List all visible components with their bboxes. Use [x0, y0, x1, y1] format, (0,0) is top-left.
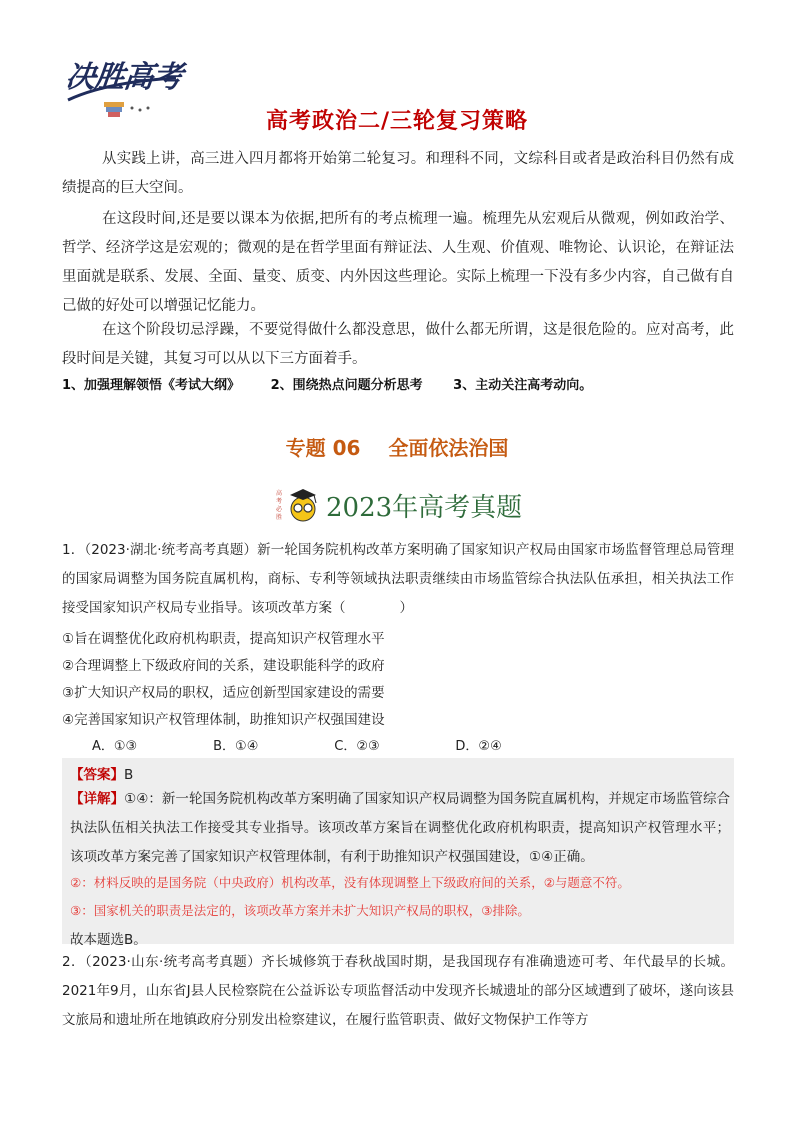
detail-text: ①④：新一轮国务院机构改革方案明确了国家知识产权局调整为国务院直属机构，并规定市场监管综合执法队伍相关执法工作接受其专业指导。该项改革方案旨在调整优化政府机构职责，提高知识产权管理水平；该项改革方案完善了国家知识产权管理体制，有利于助推知识产权强国建设，①④正确。 — [70, 791, 730, 865]
analysis-note-3: ③：国家机关的职责是法定的，该项改革方案并未扩大知识产权局的职权，③排除。 — [70, 903, 530, 918]
question-2-stem: 2．（2023·山东·统考高考真题）齐长城修筑于春秋战国时期，是我国现存有准确遗迹可考、年代最早的长城。2021年9月，山东省J县人民检察院在公益诉讼专项监督活动中发现齐长城遗址的部分区域遭到了破坏，遂向该县文旅局和遗址所在地镇政府分别发出检察建议，在履行监管职责、做好文物保护工作等方 — [62, 954, 734, 1028]
strategy-point-3: 3、主动关注高考动向。 — [453, 378, 593, 393]
choice-b: B．①④ — [213, 739, 259, 754]
strategy-points — [62, 374, 618, 393]
question-1-option-1: ①旨在调整优化政府机构职责，提高知识产权管理水平 — [62, 631, 385, 647]
analysis-note-2: ②：材料反映的是国务院（中央政府）机构改革，没有体现调整上下级政府间的关系，②与题意不符。 — [70, 875, 630, 890]
document-title: 高考政治二/三轮复习策略 — [265, 109, 529, 134]
choice-a: A．①③ — [92, 739, 138, 754]
question-1-stem: 1．（2023·湖北·统考高考真题）新一轮国务院机构改革方案明确了国家知识产权局由国家市场监督管理总局管理的国家局调整为国务院直属机构，商标、专利等领域执法职责继续由市场监管综合执法队伍承担，相关执法工作接受国家知识产权局专业指导。该项改革方案（ ） — [62, 542, 734, 616]
svg-text:考: 考 — [276, 498, 283, 505]
topic-title: 专题 06 全面依法治国 — [285, 436, 509, 460]
logo-text: 决胜高考 — [63, 60, 184, 95]
answer-value: B — [124, 767, 134, 783]
banner-text: 2023年高考真题 — [326, 493, 523, 523]
intro-paragraph-2: 在这段时间,还是要以课本为依据,把所有的考点梳理一遍。梳理先从宏观后从微观，例如政治学、哲学、经济学这是宏观的；微观的是在哲学里面有辩证法、人生观、价值观、唯物论、认识论，在辩证法里面就是联系、发展、全面、量变、质变、内外因这些理论。实际上梳理一下没有多少内容，自己做有自己做的好处可以增强记忆能力。 — [62, 211, 734, 314]
choice-c: C．②③ — [334, 739, 380, 754]
detail-tag: 【详解】 — [70, 791, 125, 807]
answer-conclusion: 故本题选B。 — [70, 932, 147, 948]
question-1-option-4: ④完善国家知识产权管理体制，助推知识产权强国建设 — [62, 712, 385, 728]
svg-text:高: 高 — [276, 490, 283, 497]
svg-text:必: 必 — [276, 506, 283, 513]
question-1-option-3: ③扩大知识产权局的职权，适应创新型国家建设的需要 — [62, 685, 385, 701]
intro-paragraph-3: 在这个阶段切忌浮躁，不要觉得做什么都没意思，做什么都无所谓，这是很危险的。应对高考，此段时间是关键，其复习可以从以下三方面着手。 — [62, 322, 734, 367]
question-1-choices — [92, 735, 572, 754]
answer-detail — [70, 785, 730, 872]
choice-d: D．②④ — [455, 739, 502, 754]
answer-line — [70, 763, 133, 783]
intro-paragraph-1: 从实践上讲，高三进入四月都将开始第二轮复习。和理科不同，文综科目或者是政治科目仍然有成绩提高的巨大空间。 — [62, 151, 734, 196]
section-banner — [272, 483, 532, 523]
answer-tag: 【答案】 — [70, 767, 124, 783]
strategy-point-2: 2、围绕热点问题分析思考 — [270, 378, 423, 393]
question-1-option-2: ②合理调整上下级政府间的关系，建设职能科学的政府 — [62, 658, 385, 674]
strategy-point-1: 1、加强理解领悟《考试大纲》 — [62, 378, 241, 393]
mascot-icon — [272, 483, 322, 523]
svg-text:胜: 胜 — [276, 514, 283, 521]
